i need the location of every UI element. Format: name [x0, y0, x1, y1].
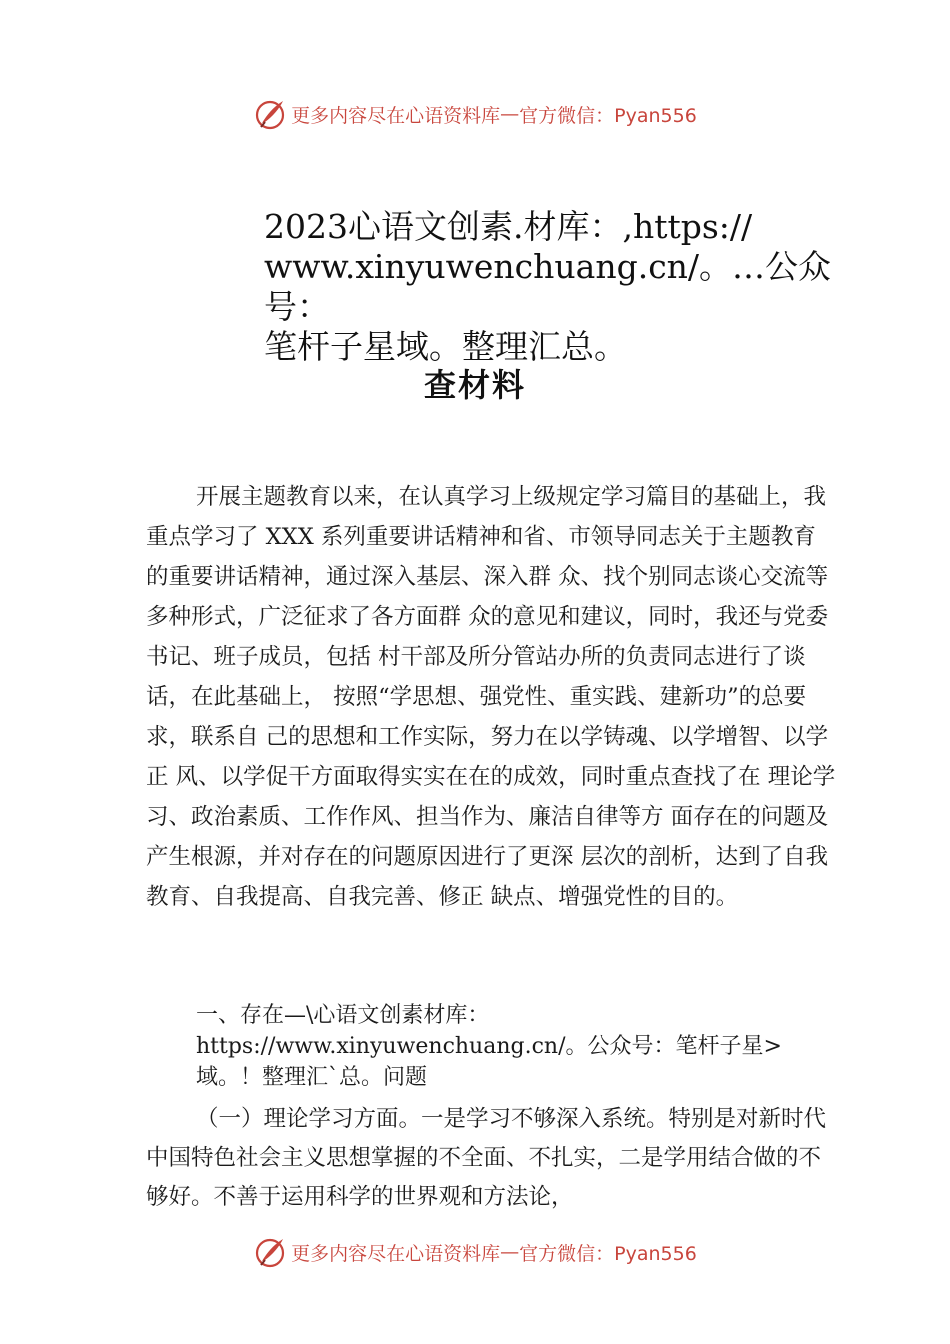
watermark-brand-text: 更多内容尽在心语资料库 — [291, 1242, 501, 1265]
document-title: 查材料 — [423, 366, 526, 404]
quill-pen-logo-icon — [253, 1235, 287, 1269]
watermark-dash: — — [500, 103, 520, 125]
footer-watermark — [0, 1232, 950, 1272]
document-header-note: 2023心语文创素.材库：,https:// www.xinyuwenchuang.cn/。…公众号： 笔杆子星域。整理汇总。 — [264, 207, 832, 366]
body-paragraph-theory: （一）理论学习方面。一是学习不够深入系统。特别是对新时代中国特色社会主义思想掌握的不全面、不扎实，二是学用结合做的不够好。不善于运用科学的世界观和方法论， — [146, 1106, 827, 1210]
header-watermark — [0, 94, 950, 134]
watermark-wechat-text: 官方微信：Pyan556 — [519, 1242, 697, 1265]
quill-pen-logo-icon — [253, 97, 287, 131]
body-paragraph-intro: 开展主题教育以来，在认真学习上级规定学习篇目的基础上，我重点学习了 XXX 系列重要讲话精神和省、市领导同志关于主题教育的重要讲话精神，通过深入基层、深入群 众、找个别同志谈心交流等多种形式，广泛征求了各方面群 众的意见和建议，同时，我还与党委书记、班子成员，包括 村干部及所分管站办所的负责同志进行了谈话，在此基础上， 按照“学思想、强党性、重实践、建新功”的总要求，联系自 己的思想和工作实际，努力在以学铸魂、以学增智、以学正 风、以学促干方面取得实实在在的成效，同时重点查找了在 理论学习、政治素质、工作作风、担当作为、廉洁自律等方 面存在的问题及产生根源，并对存在的问题原因进行了更深 层次的剖析，达到了自我教育、自我提高、自我完善、修正 缺点、增强党性的目的。 — [146, 484, 836, 910]
watermark-brand-text: 更多内容尽在心语资料库 — [291, 104, 501, 127]
watermark-dash: — — [500, 1241, 520, 1263]
watermark-wechat-text: 官方微信：Pyan556 — [519, 104, 697, 127]
section-heading: 一、存在—\心语文创素材库：https://www.xinyuwenchuang.cn/。公众号：笔杆子星>域。！整理汇`总。问题 — [196, 1003, 782, 1090]
